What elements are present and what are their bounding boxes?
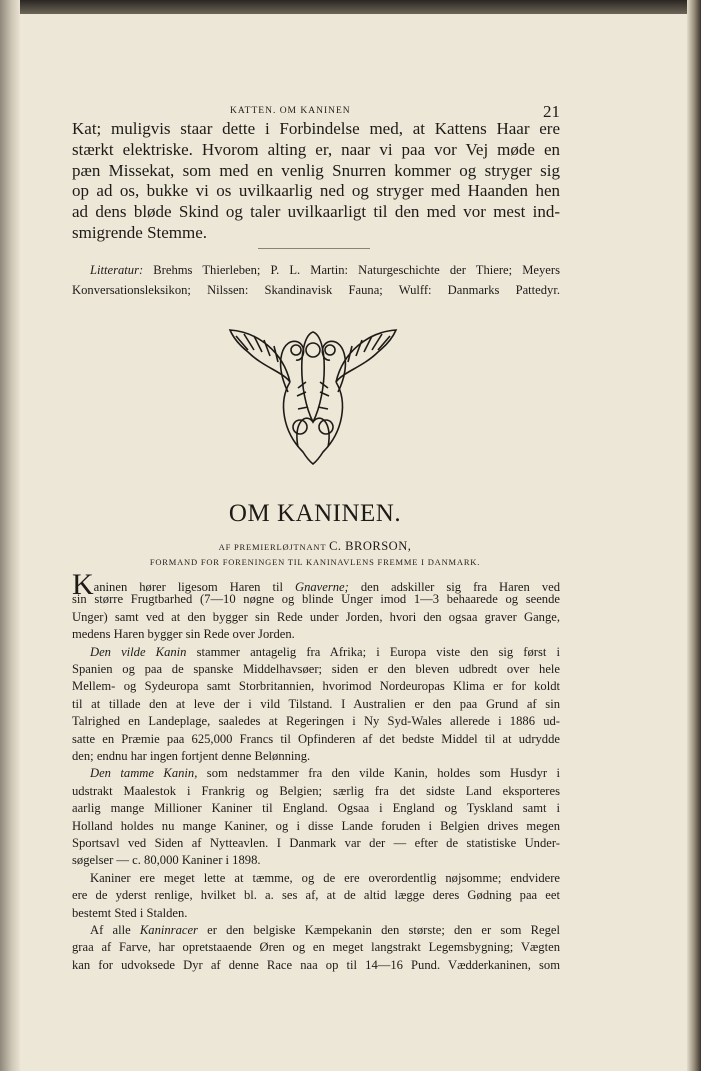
article-title: OM KANINEN. <box>228 500 402 527</box>
intro-line: op ad os, bukke vi os uvilkaarlig ned og stryger med Haanden hen <box>72 181 560 201</box>
line-text: ere de yderst renlige, hvilket bl. a. ses af, at de altid lægge deres Gødning paa eet <box>72 888 560 903</box>
italic-term: Den tamme Kanin, <box>90 766 198 781</box>
line-text: Sportsavl ved Siden af Nytteavlen. I Danmark var der — efter de statistiske Under- <box>72 836 560 850</box>
line-text: den; endnu har ingen fortjent denne Belønning. <box>72 749 311 763</box>
author-role: FORMAND FOR FORENINGEN TIL KANINAVLENS FREMME I DANMARK. <box>149 557 481 567</box>
article-line <box>72 714 560 729</box>
intro-line: pæn Missekat, som med en venlig Snurren kommer og stryger sig <box>72 160 560 180</box>
article-line <box>72 697 560 712</box>
line-text: Kaniner ere meget lette at tæmme, og de ere overordentlig nøjsomme; endvidere <box>90 870 560 885</box>
article-line <box>72 801 560 816</box>
article-line <box>72 888 560 903</box>
line-text: Talrighed en Landeplage, saaledes at Regeringen i Ny Syd-Wales allerede i 1886 ud- <box>72 714 560 729</box>
article-line <box>90 645 560 660</box>
article-line <box>72 749 560 764</box>
intro-line: ad dens bløde Skind og taler uvilkaarligt til den med vor mest ind- <box>72 202 560 222</box>
italic-term: Kaninracer <box>139 923 198 937</box>
scan-top-edge <box>0 0 701 14</box>
line-text: kan for udvoksede Dyr af denne Race naa op til 14—16 Pund. Vædderkaninen, som <box>72 957 560 972</box>
line-text: Unger) samt ved at den bygger sin Rede under Jorden, hvori den ogsaa graver Gange, <box>72 609 560 624</box>
line-text: bestemt Sted i Stalden. <box>72 905 188 920</box>
line-text: Af alle <box>90 923 140 937</box>
article-line <box>90 923 560 938</box>
article-line <box>72 940 560 955</box>
floral-ornament-vignette <box>228 322 398 467</box>
line-text: Spanien og paa de spanske Middelhavsøer; siden er den bleven udbredt over hele <box>72 662 560 676</box>
intro-line: stærkt elektriske. Hvorom alting er, naar vi paa vor Vej møde en <box>72 139 560 159</box>
article-line <box>72 679 560 694</box>
line-text: søgelser — c. 80,000 Kaniner i 1898. <box>72 853 261 868</box>
line-text: Holland holdes nu mange Kaniner, og i disse Lande foruden i Belgien drives megen <box>72 818 560 833</box>
article-line <box>72 906 560 921</box>
intro-line: smigrende Stemme. <box>72 223 208 242</box>
line-text: aarlig mange Millioner Kaniner til England. Ogsaa i England og Tyskland samt i <box>72 801 560 816</box>
article-line <box>72 958 560 973</box>
article-line <box>72 592 560 607</box>
literature-line-2: Konversationsleksikon; Nilssen: Skandinavisk Fauna; Wulff: Danmarks Pattedyr. <box>72 283 560 297</box>
article-line <box>90 766 560 781</box>
author-name: C. BRORSON, <box>329 539 412 553</box>
book-gutter <box>0 0 20 1071</box>
running-head: KATTEN. OM KANINEN <box>230 106 351 116</box>
article-line <box>72 627 560 642</box>
line-text: udstrakt Maalestok i Frankrig og Belgien; særlig fra det sidste Land eksporteres <box>72 783 560 798</box>
intro-line: Kat; muligvis staar dette i Forbindelse med, at Kattens Haar ere <box>72 119 560 138</box>
line-text: satte en Præmie paa 625,000 Francs til Opfinderen af det bedste Middel til at udrydde <box>72 731 560 746</box>
italic-term: Gnaverne; <box>294 580 349 594</box>
article-line <box>72 732 560 747</box>
line-text: graa af Farve, har opretstaaende Øren og en meget langstrakt Legemsbygning; Vægten <box>72 940 560 955</box>
article-line <box>72 836 560 851</box>
line-text: aninen hører ligesom Haren til <box>93 580 295 594</box>
article-byline: AF PREMIERLØJTNANT C. BRORSON, <box>218 539 412 553</box>
book-right-edge <box>687 0 701 1071</box>
line-text: den adskiller sig fra Haren ved <box>348 580 561 594</box>
line-text: som nedstammer fra den vilde Kanin, holdes som Husdyr i <box>197 766 560 781</box>
article-line <box>72 784 560 799</box>
italic-term: Den vilde Kanin <box>90 644 187 659</box>
drop-cap: K <box>72 568 94 601</box>
article-line <box>72 610 560 625</box>
line-text: medens Haren bygger sin Rede over Jorden. <box>72 627 295 642</box>
article-line <box>90 871 560 886</box>
article-line <box>72 819 560 834</box>
page-number: 21 <box>543 102 560 121</box>
line-text: til at tillade den at leve der i vild Tilstand. I Australien er den paa Grund af sin <box>72 696 560 711</box>
literature-line-1: Litteratur: Brehms Thierleben; P. L. Martin: Naturgeschichte der Thiere; Meyers <box>90 263 560 277</box>
line-text: Mellem- og Sydeuropa samt Storbritannien, hvorimod Nordeuropas Klima er for koldt <box>72 679 560 694</box>
article-line <box>72 662 560 677</box>
line-text: stammer antagelig fra Afrika; i Europa viste den sig først i <box>186 644 561 659</box>
line-text: sin større Frugtbarhed (7—10 nøgne og blinde Unger imod 1—3 behaarede og seende <box>72 592 560 607</box>
section-divider <box>258 248 370 249</box>
line-text: er den belgiske Kæmpekanin den største; den er som Regel <box>197 923 560 937</box>
article-line <box>72 853 560 868</box>
literature-label: Litteratur: <box>90 263 144 277</box>
